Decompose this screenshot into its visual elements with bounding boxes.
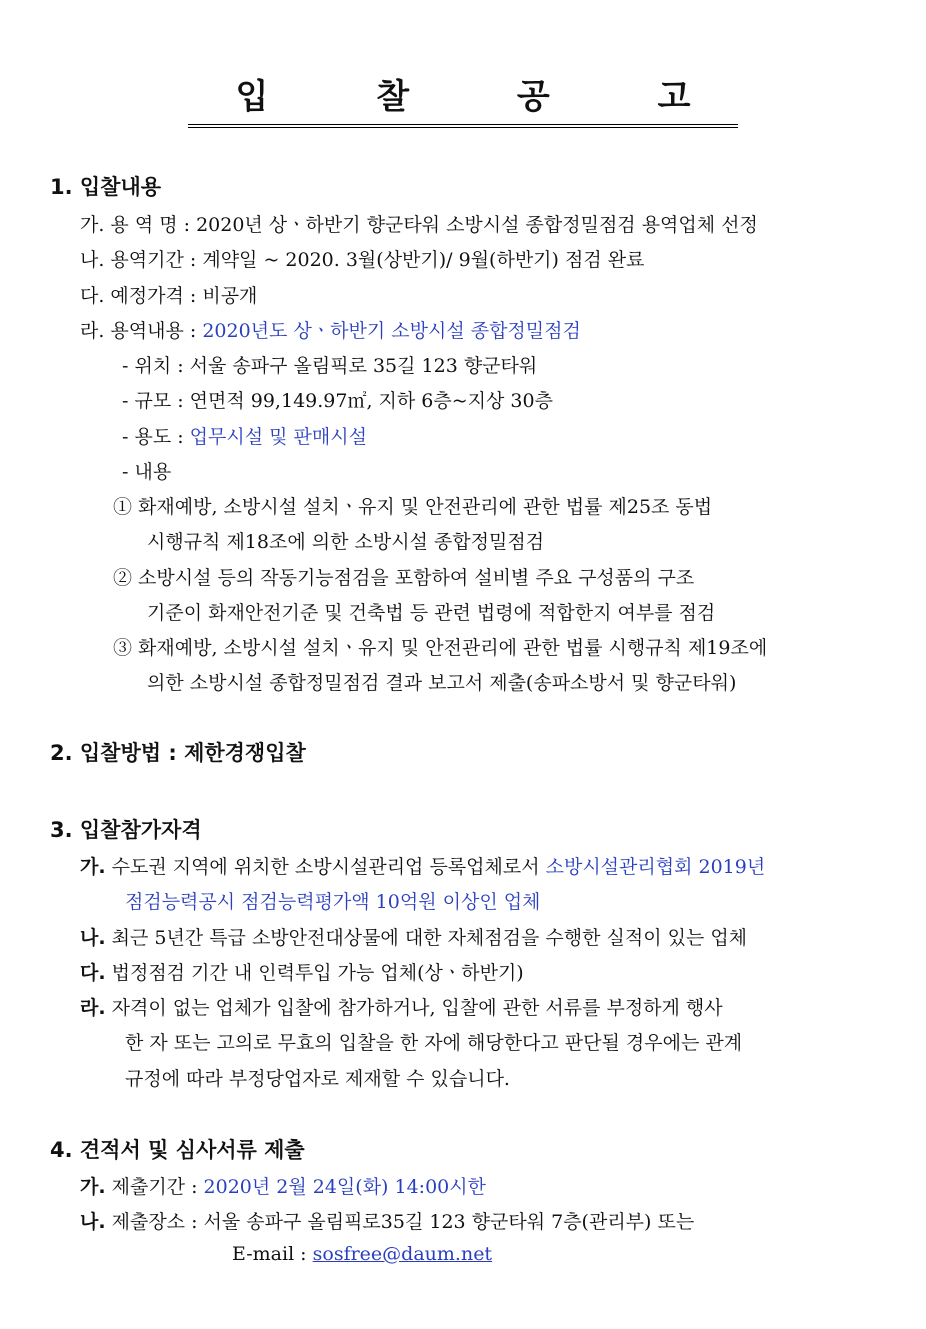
section-4-heading: 4. 견적서 및 심사서류 제출 <box>50 1138 305 1162</box>
s1-item-2-line-2: 기준이 화재안전기준 및 건축법 등 관련 법령에 적합한지 여부를 점검 <box>147 602 716 624</box>
s1-item-2-line-1: ② 소방시설 등의 작동기능점검을 포함하여 설비별 주요 구성품의 구조 <box>113 567 695 589</box>
s3-qualification-ra-line-3: 규정에 따라 부정당업자로 제재할 수 있습니다. <box>125 1068 510 1090</box>
s1-scale: - 규모 : 연면적 99,149.97㎡, 지하 6층~지상 30층 <box>122 390 553 412</box>
s1-item-1-line-2: 시행규칙 제18조에 의한 소방시설 종합정밀점검 <box>147 531 545 553</box>
s1-item-1-line-1: ① 화재예방, 소방시설 설치ㆍ유지 및 안전관리에 관한 법률 제25조 동법 <box>113 496 713 518</box>
page-title: 입 찰 공 고 <box>0 72 926 128</box>
s1-estimated-price: 다. 예정가격 : 비공개 <box>80 285 258 307</box>
s3-qualification-ra-line-2: 한 자 또는 고의로 무효의 입찰을 한 자에 해당한다고 판단될 경우에는 관계 <box>125 1032 743 1054</box>
s1-service-name: 가. 용 역 명 : 2020년 상ㆍ하반기 향군타워 소방시설 종합정밀점검 용역업체 선정 <box>80 214 758 236</box>
s3-qualification-na: 나. 최근 5년간 특급 소방안전대상물에 대한 자체점검을 수행한 실적이 있는 업체 <box>80 927 748 949</box>
s1-service-content: 라. 용역내용 : 2020년도 상ㆍ하반기 소방시설 종합정밀점검 <box>80 320 581 342</box>
s4-submission-place: 나. 제출장소 : 서울 송파구 올림픽로35길 123 향군타워 7층(관리부) 또는 <box>80 1211 695 1233</box>
email-label: E-mail : <box>232 1243 313 1265</box>
section-1-heading: 1. 입찰내용 <box>50 175 162 199</box>
s3-qualification-da: 다. 법정점검 기간 내 인력투입 가능 업체(상ㆍ하반기) <box>80 962 524 984</box>
s1-usage: - 용도 : 업무시설 및 판매시설 <box>122 426 367 448</box>
s3-qualification-ga-line-1: 가. 수도권 지역에 위치한 소방시설관리업 등록업체로서 소방시설관리협회 2019년 <box>80 856 766 878</box>
s3-qualification-ga-line-2: 점검능력공시 점검능력평가액 10억원 이상인 업체 <box>125 891 541 913</box>
s3-qualification-ra-line-1: 라. 자격이 없는 업체가 입찰에 참가하거나, 입찰에 관한 서류를 부정하게 행사 <box>80 997 723 1019</box>
s4-submission-period: 가. 제출기간 : 2020년 2월 24일(화) 14:00시한 <box>80 1176 486 1198</box>
s1-content-label: - 내용 <box>122 461 172 483</box>
s1-service-period: 나. 용역기간 : 계약일 ~ 2020. 3월(상반기)/ 9월(하반기) 점검 완료 <box>80 249 645 271</box>
section-3-heading: 3. 입찰참가자격 <box>50 818 202 842</box>
s1-location: - 위치 : 서울 송파구 올림픽로 35길 123 향군타워 <box>122 355 538 377</box>
s1-item-3-line-2: 의한 소방시설 종합정밀점검 결과 보고서 제출(송파소방서 및 향군타워) <box>147 672 737 694</box>
s1-item-3-line-1: ③ 화재예방, 소방시설 설치ㆍ유지 및 안전관리에 관한 법률 시행규칙 제19조에 <box>113 637 768 659</box>
email-link[interactable]: sosfree@daum.net <box>312 1243 493 1265</box>
section-2-heading: 2. 입찰방법 : 제한경쟁입찰 <box>50 741 306 765</box>
s4-email-line <box>232 1240 492 1268</box>
